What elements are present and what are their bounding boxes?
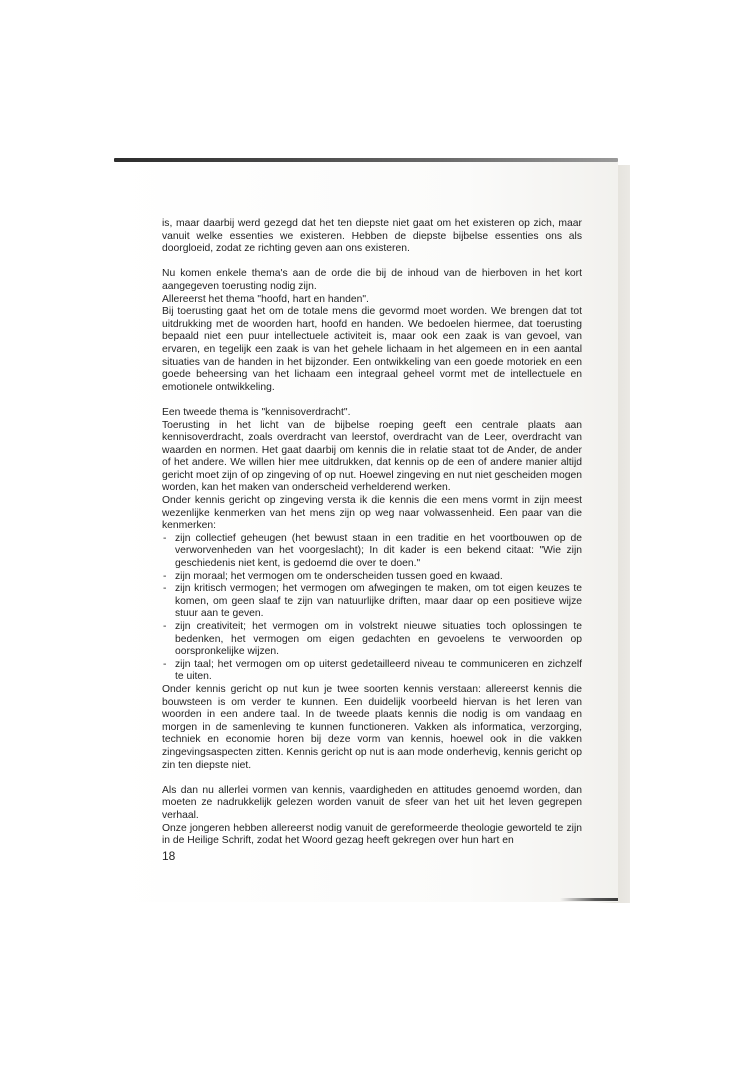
paragraph: Toerusting in het licht van de bijbelse roeping geeft een centrale plaats aan kennisoverdracht, zoals overdracht van leerstof, overdracht van de Leer, overdracht van waarden en normen. Het gaat daarbij om kennis die in relatie staat tot de Ander, de ander of het andere. We willen hier mee uitdrukken, dat kennis op de een of andere manier altijd gericht moet zijn of op zingeving of op nut. Hoewel zingeving en nut niet gescheiden mogen worden, kan het maken van onderscheid verhelderend werken.	[162, 419, 582, 494]
section-heading: Allereerst het thema "hoofd, hart en handen".	[162, 293, 369, 305]
page-bottom-edge	[560, 898, 618, 901]
list-item: - zijn kritisch vermogen; het vermogen om afwegingen te maken, om tot eigen keuzes te komen, om geen slaaf te zijn van natuurlijke driften, maar daar op een positieve wijze stuur aan te geven.	[162, 583, 582, 621]
paragraph-gap	[162, 256, 582, 269]
body-text	[162, 218, 582, 848]
paragraph: Onder kennis gericht op zingeving versta ik die kennis die een mens vormt in zijn meest wezenlijke kenmerken van het mens zijn op weg naar volwassenheid. Een paar van die kenmerken:	[162, 495, 582, 532]
section-heading: Een tweede thema is "kennisoverdracht".	[162, 406, 351, 418]
characteristics-list	[162, 533, 582, 684]
paragraph-gap	[162, 394, 582, 407]
paragraph: Onze jongeren hebben allereerst nodig vanuit de gereformeerde theologie geworteld te zijn in de Heilige Schrift, zodat het Woord gezag heeft gekregen over hun hart en	[162, 822, 582, 847]
list-item: - zijn creativiteit; het vermogen om in volstrekt nieuwe situaties toch oplossingen te bedenken, het vermogen om eigen gedachten en gevoelens te verwoorden op oorspronkelijke wijzen.	[162, 621, 582, 659]
paragraph-gap	[162, 772, 582, 785]
paragraph: is, maar daarbij werd gezegd dat het ten diepste niet gaat om het existeren op zich, maar vanuit welke essenties we existeren. Hebben de diepste bijbelse essenties ons als doorgloeid, zodat ze richting geven aan ons existeren.	[162, 218, 582, 255]
paragraph: Als dan nu allerlei vormen van kennis, vaardigheden en attitudes genoemd worden, dan moeten ze nadrukkelijk gelezen worden vanuit de sfeer van het uit het leven gegrepen verhaal.	[162, 784, 582, 821]
list-item: - zijn collectief geheugen (het bewust staan in een traditie en het voortbouwen op de verworvenheden van het voorgeslacht); In dit kader is een bekend citaat: "Wie zijn geschiedenis niet kent, is gedoemd die over te doen."	[162, 533, 582, 571]
list-item: - zijn taal; het vermogen om op uiterst gedetailleerd niveau te communiceren en zichzelf te uiten.	[162, 659, 582, 684]
paragraph: Bij toerusting gaat het om de totale mens die gevormd moet worden. We brengen dat tot uitdrukking met de woorden hart, hoofd en handen. We bedoelen hiermee, dat toerusting bepaald niet een puur intellectuele activiteit is, maar ook een zaak is van gevoel, van ervaren, en tegelijk een zaak is van het gehele lichaam in het algemeen en in een aantal situaties van de handen in het bijzonder. Een ontwikkeling van een goede motoriek en een goede beheersing van het lichaam een integraal geheel vormt met de intellectuele en emotionele ontwikkeling.	[162, 306, 582, 393]
page-top-edge	[114, 158, 618, 162]
page-number: 18	[162, 849, 176, 863]
paragraph: Onder kennis gericht op nut kun je twee soorten kennis verstaan: allereerst kennis die bouwsteen is om verder te kunnen. Een duidelijk voorbeeld hiervan is het leren van woorden in een andere taal. In de tweede plaats kennis die nodig is om vandaag en morgen in de samenleving te kunnen functioneren. Vakken als informatica, verzorging, techniek en economie horen bij deze vorm van kennis, hoewel ook in die vakken zingevingsaspecten zitten. Kennis gericht op nut is aan mode onderhevig, kennis gericht op zin ten diepste niet.	[162, 683, 582, 771]
paragraph: Nu komen enkele thema's aan de orde die bij de inhoud van de hierboven in het kort aangegeven toerusting nodig zijn.	[162, 268, 582, 292]
list-item: - zijn moraal; het vermogen om te onderscheiden tussen goed en kwaad.	[162, 571, 582, 584]
